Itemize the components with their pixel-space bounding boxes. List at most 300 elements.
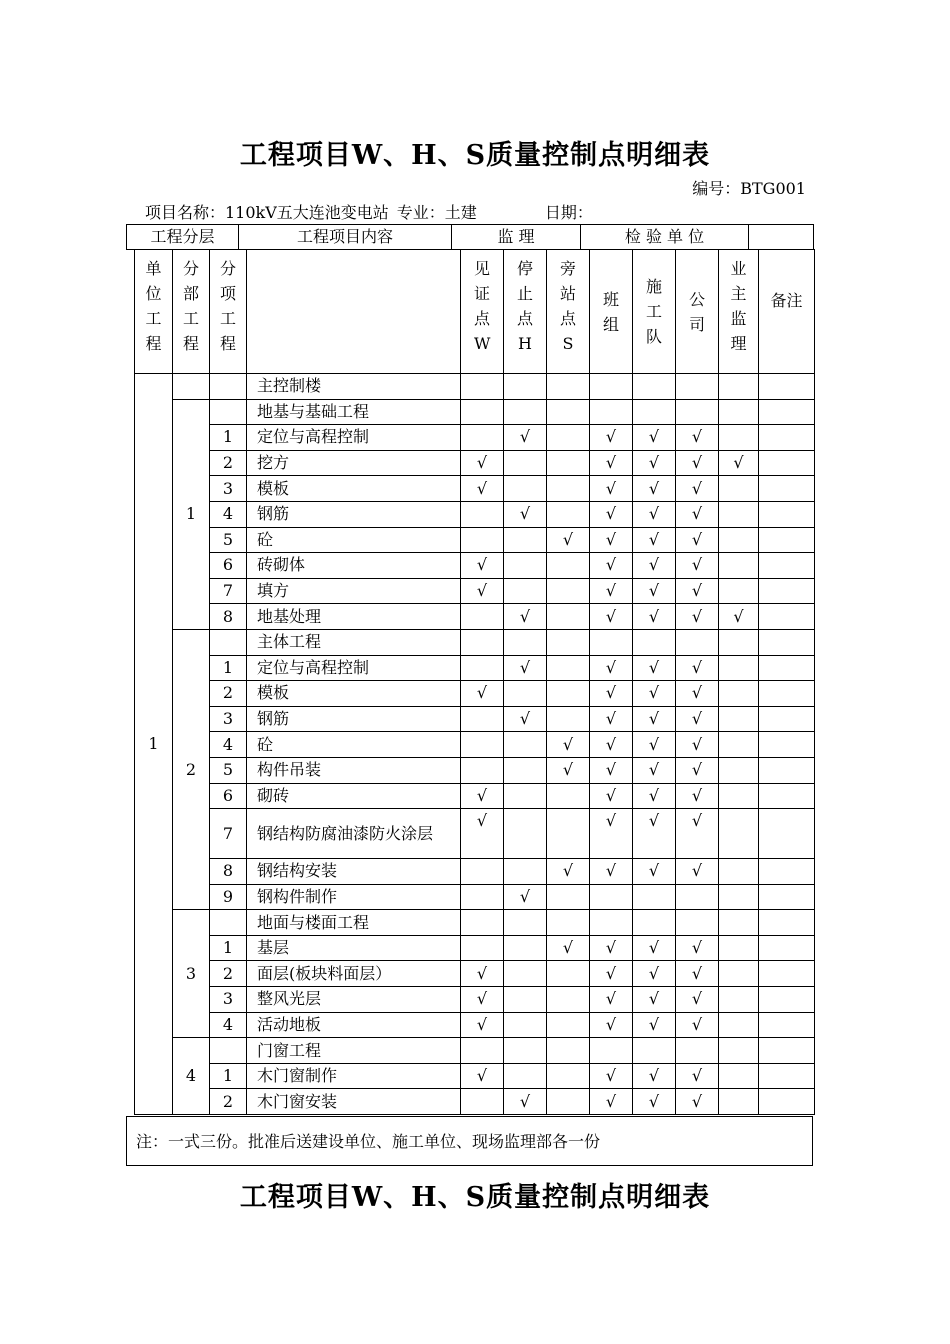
check-cell [719, 553, 759, 579]
blank-cell [547, 1038, 590, 1064]
blank-cell [676, 399, 719, 425]
check-cell [719, 884, 759, 910]
col-header-item: 分项工程 [210, 250, 247, 374]
check-cell [504, 809, 547, 859]
header-group-content: 工程项目内容 [239, 225, 452, 250]
check-cell [676, 884, 719, 910]
item-name: 钢结构安装 [247, 859, 461, 885]
remark-cell [759, 884, 815, 910]
blank-cell [504, 910, 547, 936]
remark-cell [759, 987, 815, 1013]
check-cell [504, 450, 547, 476]
check-cell: √ [676, 578, 719, 604]
item-name: 基层 [247, 935, 461, 961]
check-cell [461, 859, 504, 885]
item-number: 2 [210, 961, 247, 987]
item-number: 7 [210, 578, 247, 604]
table-row [135, 425, 815, 451]
check-cell: √ [590, 578, 633, 604]
check-cell [504, 527, 547, 553]
blank-cell [590, 910, 633, 936]
check-cell [719, 476, 759, 502]
table-row [135, 527, 815, 553]
check-cell: √ [590, 732, 633, 758]
blank-cell [461, 629, 504, 655]
check-cell: √ [590, 961, 633, 987]
check-cell [719, 757, 759, 783]
division-number [173, 374, 210, 400]
check-cell: √ [590, 681, 633, 707]
remark-cell [759, 1012, 815, 1038]
check-cell [504, 476, 547, 502]
check-cell: √ [633, 501, 676, 527]
check-cell [719, 706, 759, 732]
check-cell [719, 501, 759, 527]
remark-cell [759, 935, 815, 961]
blank-cell [633, 629, 676, 655]
check-cell: √ [633, 1063, 676, 1089]
item-number: 1 [210, 425, 247, 451]
col-header-crew: 施工队 [633, 250, 676, 374]
table-row [135, 655, 815, 681]
blank-cell [759, 374, 815, 400]
item-number: 3 [210, 706, 247, 732]
project-name: 项目名称：110kV五大连池变电站 [145, 203, 389, 222]
remark-cell [759, 450, 815, 476]
check-cell [504, 935, 547, 961]
section-title: 地基与基础工程 [247, 399, 461, 425]
blank-cell [676, 629, 719, 655]
remark-cell [759, 527, 815, 553]
check-cell: √ [633, 1089, 676, 1115]
check-cell: √ [590, 1012, 633, 1038]
blank-cell [633, 910, 676, 936]
check-cell [504, 1012, 547, 1038]
blank-cell [633, 399, 676, 425]
check-cell [547, 681, 590, 707]
check-cell [547, 1063, 590, 1089]
blank-cell [590, 629, 633, 655]
blank-cell [590, 1038, 633, 1064]
item-number: 7 [210, 809, 247, 859]
section-title-row [135, 629, 815, 655]
check-cell: √ [676, 859, 719, 885]
item-number: 8 [210, 604, 247, 630]
table-row [135, 1089, 815, 1115]
check-cell [633, 884, 676, 910]
blank-cell [719, 910, 759, 936]
remark-cell [759, 757, 815, 783]
check-cell [719, 1012, 759, 1038]
item-number-blank [210, 399, 247, 425]
check-cell: √ [676, 527, 719, 553]
item-name: 木门窗安装 [247, 1089, 461, 1115]
check-cell [461, 1089, 504, 1115]
check-cell: √ [676, 655, 719, 681]
check-cell: √ [676, 1063, 719, 1089]
col-header-standby: 旁站点S [547, 250, 590, 374]
note: 注：一式三份。批准后送建设单位、施工单位、现场监理部各一份 [126, 1116, 813, 1166]
check-cell: √ [633, 757, 676, 783]
item-name: 钢结构防腐油漆防火涂层 [247, 809, 461, 859]
header-group-supervision: 监 理 [452, 225, 581, 250]
table-row [135, 450, 815, 476]
check-cell [547, 809, 590, 859]
blank-cell [461, 910, 504, 936]
check-cell: √ [461, 961, 504, 987]
table-row [135, 732, 815, 758]
col-header-content [247, 250, 461, 374]
check-cell [719, 655, 759, 681]
check-cell: √ [633, 655, 676, 681]
blank-cell [676, 910, 719, 936]
division-number: 3 [173, 910, 210, 1038]
check-cell: √ [461, 553, 504, 579]
item-name: 砼 [247, 527, 461, 553]
table-row [135, 681, 815, 707]
check-cell [547, 501, 590, 527]
blank-cell [759, 629, 815, 655]
check-cell [504, 783, 547, 809]
remark-cell [759, 732, 815, 758]
check-cell [547, 655, 590, 681]
check-cell: √ [676, 681, 719, 707]
check-cell: √ [633, 476, 676, 502]
check-cell: √ [590, 757, 633, 783]
check-cell [719, 425, 759, 451]
table-row [135, 987, 815, 1013]
section-title: 地面与楼面工程 [247, 910, 461, 936]
check-cell: √ [676, 706, 719, 732]
item-name: 砼 [247, 732, 461, 758]
table-row [135, 961, 815, 987]
check-cell: √ [590, 450, 633, 476]
col-header-team: 班组 [590, 250, 633, 374]
item-number-blank [210, 374, 247, 400]
check-cell: √ [590, 501, 633, 527]
check-cell: √ [676, 732, 719, 758]
table-row [135, 476, 815, 502]
blank-cell [547, 374, 590, 400]
section-title: 主控制楼 [247, 374, 461, 400]
item-number: 2 [210, 450, 247, 476]
check-cell [461, 935, 504, 961]
check-cell [719, 681, 759, 707]
check-cell: √ [590, 859, 633, 885]
remark-cell [759, 859, 815, 885]
check-cell: √ [633, 987, 676, 1013]
check-cell: √ [590, 527, 633, 553]
item-number: 1 [210, 655, 247, 681]
item-number: 4 [210, 732, 247, 758]
major-field: 专业：土建 [396, 203, 477, 222]
check-cell: √ [590, 604, 633, 630]
item-number: 8 [210, 859, 247, 885]
item-number-blank [210, 910, 247, 936]
blank-cell [759, 399, 815, 425]
item-number: 6 [210, 783, 247, 809]
item-name: 钢构件制作 [247, 884, 461, 910]
blank-cell [461, 374, 504, 400]
table-row [135, 1012, 815, 1038]
check-cell [461, 884, 504, 910]
check-cell [547, 553, 590, 579]
table-row [135, 1063, 815, 1089]
section-title-row [135, 374, 815, 400]
blank-cell [719, 629, 759, 655]
check-cell [461, 706, 504, 732]
check-cell [504, 732, 547, 758]
remark-cell [759, 783, 815, 809]
remark-cell [759, 706, 815, 732]
check-cell [461, 501, 504, 527]
item-name: 活动地板 [247, 1012, 461, 1038]
blank-cell [719, 1038, 759, 1064]
footer-title: 工程项目W、H、S质量控制点明细表 [239, 1182, 711, 1213]
blank-cell [461, 1038, 504, 1064]
check-cell [504, 859, 547, 885]
check-cell [547, 604, 590, 630]
check-cell: √ [676, 450, 719, 476]
item-number: 5 [210, 527, 247, 553]
date-field: 日期： [544, 203, 593, 222]
check-cell: √ [676, 1089, 719, 1115]
check-cell: √ [461, 783, 504, 809]
item-number: 2 [210, 1089, 247, 1115]
check-cell: √ [461, 1063, 504, 1089]
remark-cell [759, 655, 815, 681]
item-name: 木门窗制作 [247, 1063, 461, 1089]
item-name: 构件吊装 [247, 757, 461, 783]
table-row [135, 604, 815, 630]
blank-cell [633, 1038, 676, 1064]
check-cell [547, 884, 590, 910]
col-header-company: 公司 [676, 250, 719, 374]
check-cell: √ [547, 527, 590, 553]
section-title: 主体工程 [247, 629, 461, 655]
item-number: 2 [210, 681, 247, 707]
check-cell [461, 604, 504, 630]
item-name: 面层(板块料面层） [247, 961, 461, 987]
table-row [135, 501, 815, 527]
remark-cell [759, 961, 815, 987]
check-cell: √ [676, 604, 719, 630]
blank-cell [504, 1038, 547, 1064]
blank-cell [461, 399, 504, 425]
table-row [135, 809, 815, 859]
item-number: 4 [210, 1012, 247, 1038]
check-cell: √ [461, 681, 504, 707]
remark-cell [759, 809, 815, 859]
check-cell: √ [676, 757, 719, 783]
check-cell: √ [676, 1012, 719, 1038]
item-number-blank [210, 1038, 247, 1064]
table-row [135, 884, 815, 910]
check-cell: √ [504, 604, 547, 630]
remark-cell [759, 604, 815, 630]
item-name: 钢筋 [247, 706, 461, 732]
check-cell: √ [633, 425, 676, 451]
check-cell [719, 987, 759, 1013]
check-cell: √ [676, 501, 719, 527]
check-cell: √ [461, 809, 504, 859]
remark-cell [759, 476, 815, 502]
item-name: 砌砖 [247, 783, 461, 809]
check-cell: √ [504, 884, 547, 910]
check-cell: √ [590, 425, 633, 451]
remark-cell [759, 1089, 815, 1115]
check-cell: √ [633, 859, 676, 885]
table-row [135, 935, 815, 961]
check-cell: √ [547, 732, 590, 758]
check-cell: √ [676, 783, 719, 809]
check-cell: √ [547, 935, 590, 961]
check-cell: √ [676, 987, 719, 1013]
check-cell: √ [633, 732, 676, 758]
check-cell [547, 1089, 590, 1115]
blank-cell [590, 374, 633, 400]
col-header-unit: 单位工程 [135, 250, 173, 374]
check-cell: √ [504, 655, 547, 681]
check-cell: √ [676, 425, 719, 451]
check-cell [547, 961, 590, 987]
check-cell: √ [633, 604, 676, 630]
blank-cell [504, 399, 547, 425]
check-cell: √ [676, 935, 719, 961]
check-cell [719, 1089, 759, 1115]
check-cell: √ [590, 1089, 633, 1115]
check-cell [547, 578, 590, 604]
check-cell: √ [633, 578, 676, 604]
item-name: 填方 [247, 578, 461, 604]
item-name: 定位与高程控制 [247, 655, 461, 681]
remark-cell [759, 553, 815, 579]
check-cell [547, 476, 590, 502]
check-cell [590, 884, 633, 910]
check-cell: √ [719, 450, 759, 476]
check-cell: √ [633, 935, 676, 961]
check-cell: √ [461, 578, 504, 604]
check-cell: √ [633, 961, 676, 987]
division-number: 1 [173, 399, 210, 629]
unit-number: 1 [135, 374, 173, 1115]
blank-cell [547, 399, 590, 425]
check-cell: √ [461, 987, 504, 1013]
check-cell [504, 553, 547, 579]
section-title-row [135, 910, 815, 936]
item-number: 9 [210, 884, 247, 910]
check-cell: √ [504, 1089, 547, 1115]
check-cell: √ [461, 476, 504, 502]
table-row [135, 859, 815, 885]
check-cell [504, 578, 547, 604]
project-info-line [145, 200, 593, 223]
check-cell [719, 961, 759, 987]
remark-cell [759, 681, 815, 707]
division-number: 4 [173, 1038, 210, 1115]
table-row [135, 783, 815, 809]
check-cell: √ [590, 987, 633, 1013]
check-cell: √ [504, 425, 547, 451]
blank-cell [547, 910, 590, 936]
control-point-table [134, 249, 815, 1115]
item-name: 定位与高程控制 [247, 425, 461, 451]
check-cell [461, 527, 504, 553]
check-cell [719, 1063, 759, 1089]
check-cell: √ [590, 476, 633, 502]
item-name: 钢筋 [247, 501, 461, 527]
item-name: 整风光层 [247, 987, 461, 1013]
document-title: 工程项目W、H、S质量控制点明细表 [239, 140, 711, 171]
header-group-inspection: 检 验 单 位 [581, 225, 749, 250]
item-number: 1 [210, 1063, 247, 1089]
table-row [135, 757, 815, 783]
check-cell [547, 450, 590, 476]
check-cell [461, 757, 504, 783]
blank-cell [719, 374, 759, 400]
remark-cell [759, 501, 815, 527]
check-cell: √ [590, 1063, 633, 1089]
remark-cell [759, 578, 815, 604]
blank-cell [504, 374, 547, 400]
check-cell: √ [590, 783, 633, 809]
header-group-row [126, 224, 814, 250]
item-name: 模板 [247, 681, 461, 707]
check-cell: √ [676, 476, 719, 502]
check-cell [461, 425, 504, 451]
check-cell [547, 706, 590, 732]
check-cell: √ [633, 681, 676, 707]
serial-number: 编号：BTG001 [692, 179, 806, 198]
item-number: 4 [210, 501, 247, 527]
table-row [135, 706, 815, 732]
check-cell [461, 655, 504, 681]
blank-cell [590, 399, 633, 425]
blank-cell [759, 910, 815, 936]
check-cell: √ [461, 450, 504, 476]
header-group-layer: 工程分层 [127, 225, 239, 250]
check-cell: √ [547, 757, 590, 783]
item-name: 模板 [247, 476, 461, 502]
col-header-witness: 见证点W [461, 250, 504, 374]
check-cell: √ [461, 1012, 504, 1038]
check-cell: √ [547, 859, 590, 885]
check-cell: √ [676, 553, 719, 579]
item-number: 3 [210, 987, 247, 1013]
item-name: 地基处理 [247, 604, 461, 630]
section-title-row [135, 1038, 815, 1064]
check-cell: √ [504, 501, 547, 527]
blank-cell [719, 399, 759, 425]
col-header-remark: 备注 [759, 250, 815, 374]
check-cell [547, 425, 590, 451]
item-name: 砖砌体 [247, 553, 461, 579]
check-cell: √ [590, 809, 633, 859]
check-cell: √ [633, 553, 676, 579]
check-cell: √ [590, 655, 633, 681]
check-cell [547, 783, 590, 809]
check-cell: √ [590, 935, 633, 961]
check-cell [504, 681, 547, 707]
check-cell [719, 809, 759, 859]
blank-cell [547, 629, 590, 655]
table-row [135, 578, 815, 604]
item-name: 挖方 [247, 450, 461, 476]
section-title-row [135, 399, 815, 425]
check-cell: √ [719, 604, 759, 630]
remark-cell [759, 425, 815, 451]
blank-cell [676, 1038, 719, 1064]
